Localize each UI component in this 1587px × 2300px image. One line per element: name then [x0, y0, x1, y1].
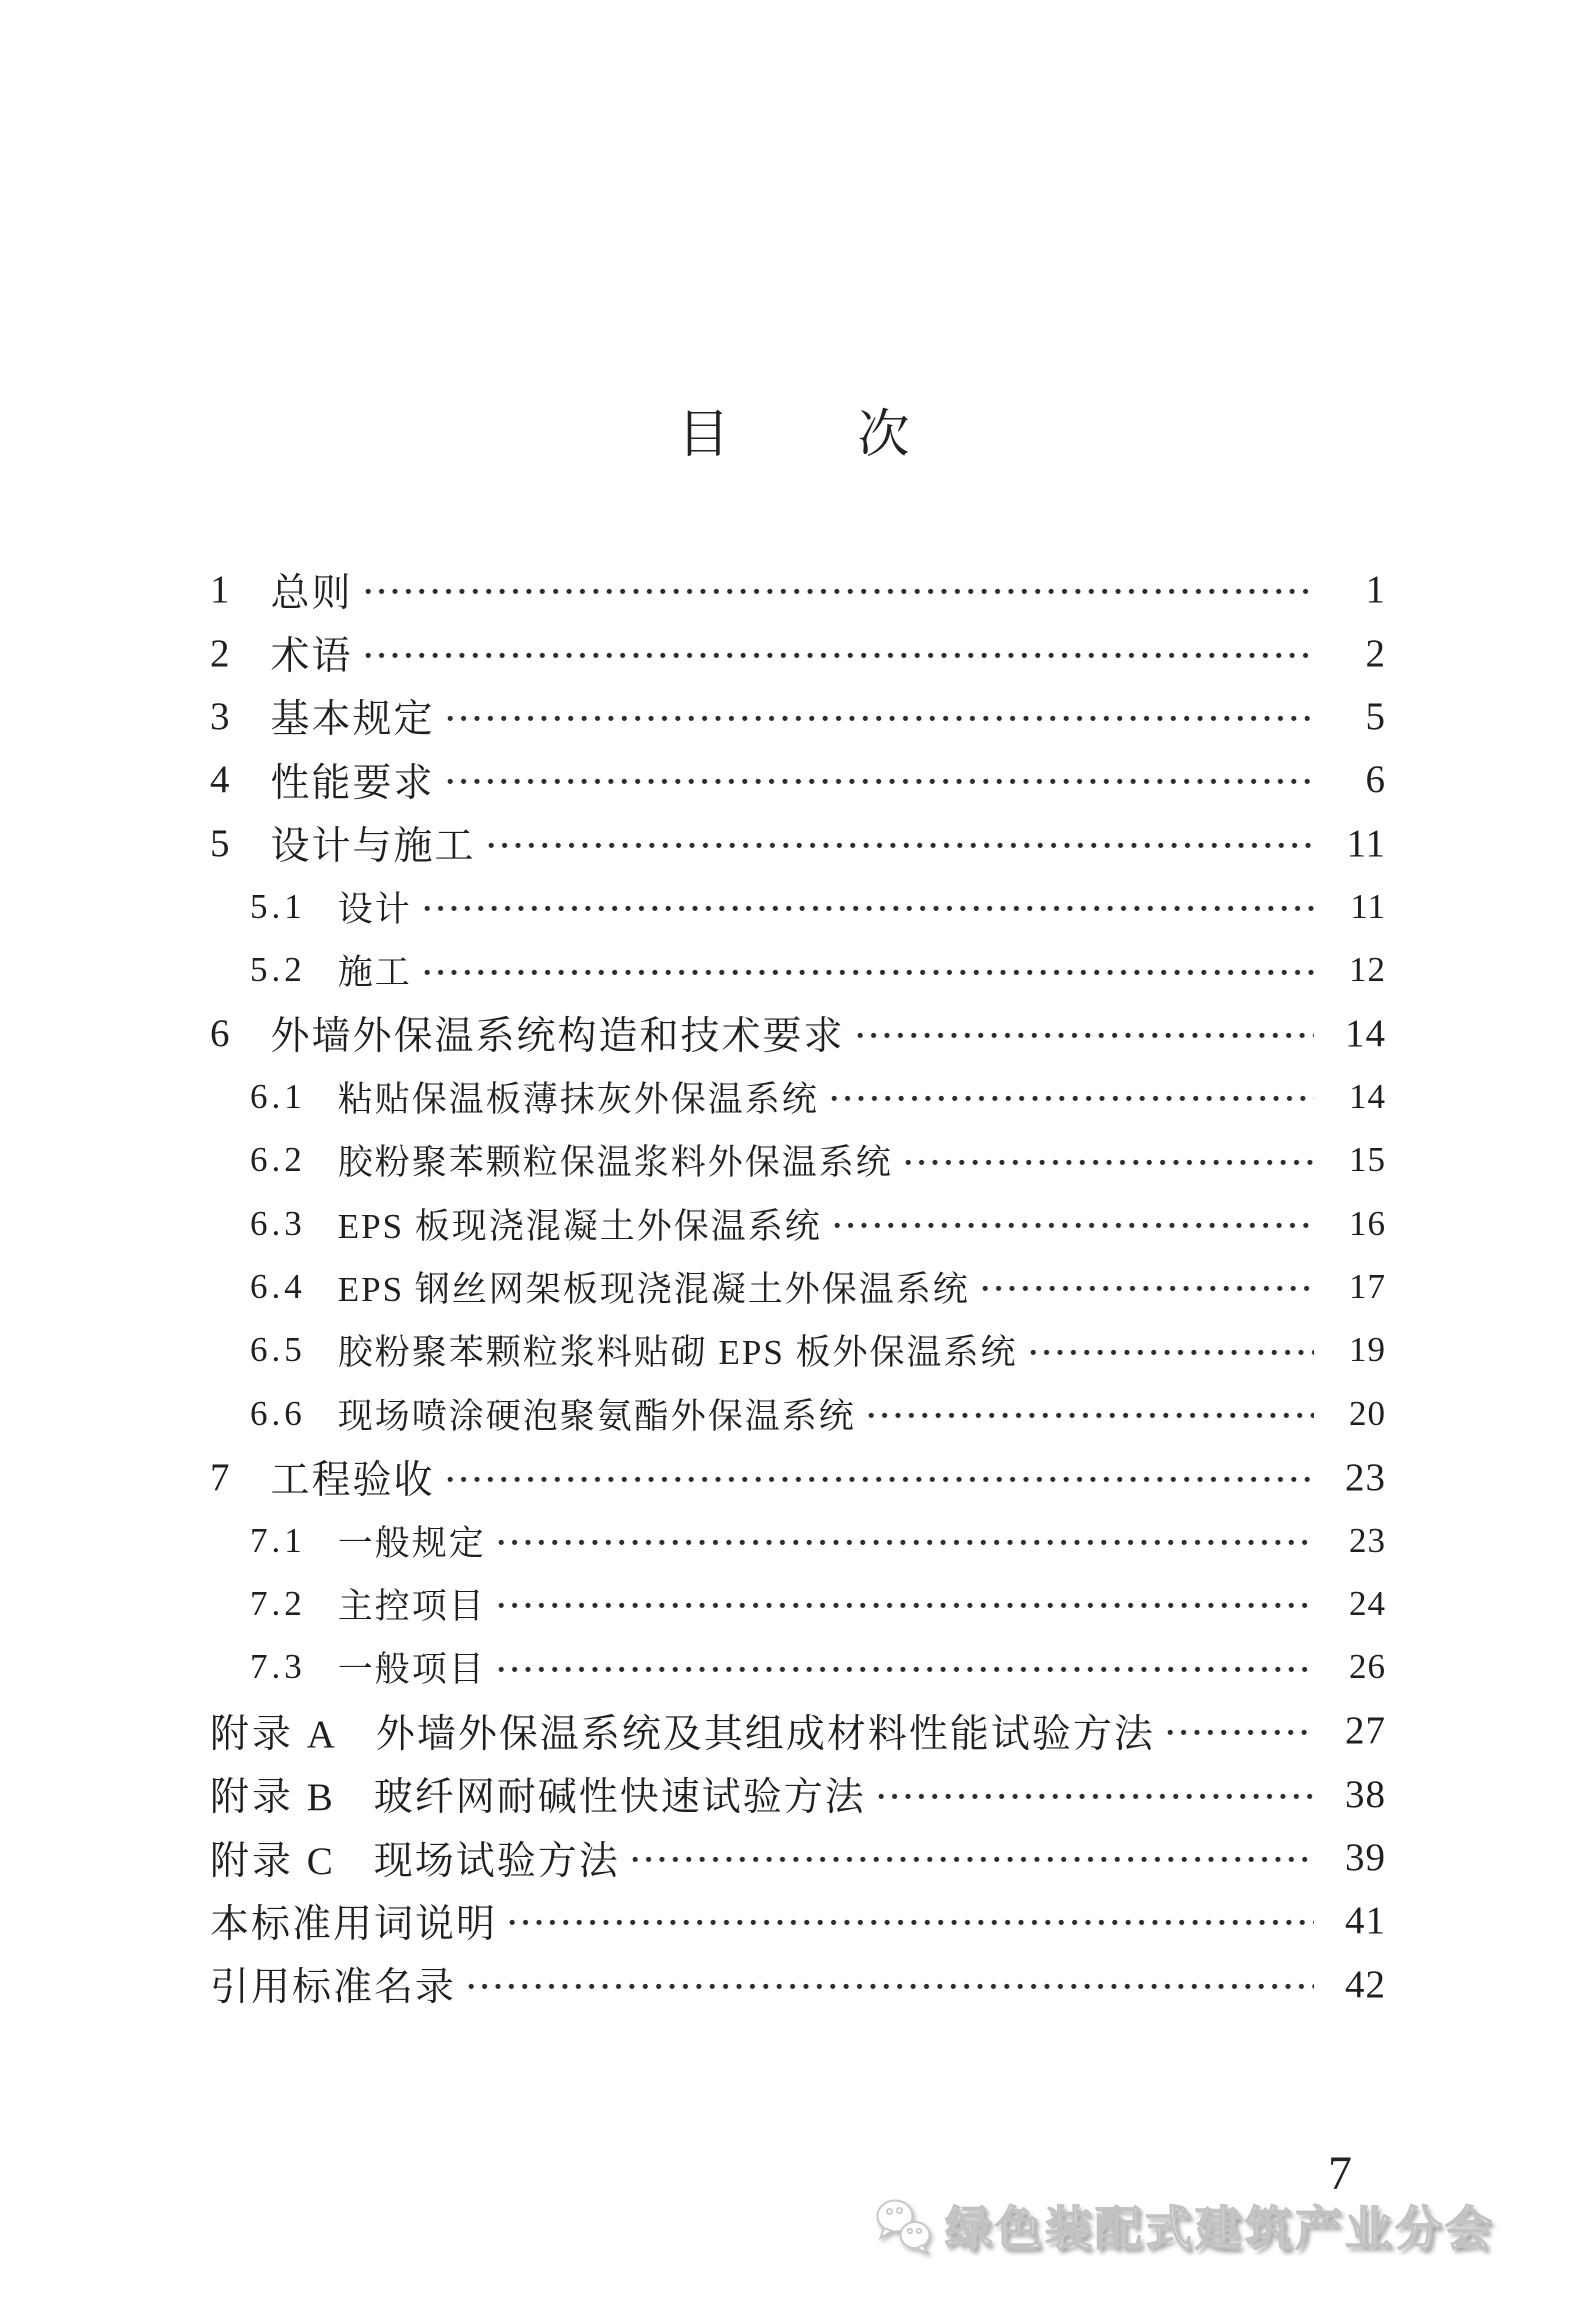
- toc-entry-number: 4: [210, 758, 233, 802]
- toc-row: [210, 938, 1386, 1001]
- wechat-icon: [873, 2197, 935, 2255]
- toc-entry-page: 38: [1345, 1772, 1386, 1816]
- toc-entry-number: 6.6: [250, 1393, 306, 1433]
- toc-entry-label: 胶粉聚苯颗粒保温浆料外保温系统: [337, 1143, 893, 1183]
- toc-entry-label: 工程验收: [270, 1459, 435, 1503]
- toc-entry-label: 施工: [337, 953, 412, 993]
- dot-leader: [509, 1919, 1314, 1926]
- dot-leader: [424, 969, 1314, 976]
- dot-leader: [498, 1666, 1314, 1673]
- dot-leader: [447, 1476, 1314, 1483]
- toc-entry-number: 附录 A: [210, 1712, 338, 1756]
- toc-entry-number: 6.4: [250, 1266, 306, 1306]
- dot-leader: [834, 1222, 1314, 1229]
- toc-entry-label: 主控项目: [337, 1586, 486, 1626]
- toc-entry-page: 11: [1346, 821, 1386, 865]
- page-number: 7: [1328, 2147, 1352, 2200]
- toc-row: [210, 1065, 1386, 1128]
- toc-entry-number: 6.3: [250, 1203, 306, 1243]
- page-title: [0, 392, 1587, 467]
- dot-leader: [468, 1983, 1314, 1990]
- dot-leader: [498, 1539, 1314, 1546]
- dot-leader: [868, 1412, 1314, 1419]
- toc-entry-label: 设计与施工: [270, 825, 476, 869]
- toc-entry-page: 16: [1349, 1203, 1386, 1243]
- dot-leader: [365, 652, 1314, 659]
- toc-entry-label: EPS 钢丝网架板现浇混凝土外保温系统: [337, 1269, 970, 1309]
- toc-entry-number: 7.3: [250, 1647, 306, 1687]
- toc-entry-number: 附录 C: [210, 1839, 336, 1883]
- toc-row: [210, 1255, 1386, 1318]
- toc-entry-label: 总则: [270, 571, 353, 615]
- dot-leader: [365, 588, 1314, 595]
- toc-row: [210, 1509, 1386, 1572]
- toc-entry-number: 5.2: [250, 950, 306, 990]
- toc-entry-label: 一般项目: [337, 1650, 486, 1690]
- toc-entry-page: 41: [1345, 1899, 1386, 1943]
- toc-entry-page: 27: [1345, 1709, 1386, 1753]
- toc-entry-number: 6.5: [250, 1330, 306, 1370]
- toc-row: [210, 1129, 1386, 1192]
- toc-row: [210, 748, 1386, 811]
- toc-entry-number: 6: [210, 1011, 233, 1055]
- toc-row: [210, 621, 1386, 684]
- toc-row: [210, 1382, 1386, 1445]
- toc-entry-page: 24: [1349, 1583, 1386, 1623]
- toc-entry-page: 14: [1345, 1011, 1386, 1055]
- dot-leader: [1167, 1729, 1314, 1736]
- toc-row: [210, 1826, 1386, 1889]
- toc-row: [210, 1636, 1386, 1699]
- toc-row: [210, 812, 1386, 875]
- toc-entry-label: 现场喷涂硬泡聚氨酯外保温系统: [337, 1396, 856, 1436]
- toc-entry-label: 外墙外保温系统构造和技术要求: [270, 1015, 845, 1059]
- toc-entry-page: 6: [1365, 758, 1386, 802]
- toc-entry-page: 5: [1365, 694, 1386, 738]
- toc-entry-page: 17: [1349, 1266, 1386, 1306]
- dot-leader: [878, 1793, 1314, 1800]
- dot-leader: [488, 842, 1314, 849]
- toc-entry-page: 14: [1349, 1076, 1386, 1116]
- toc-row: [210, 558, 1386, 621]
- toc-entry-label: 一般规定: [337, 1523, 486, 1563]
- toc-entry-label: 玻纤网耐碱性快速试验方法: [373, 1776, 866, 1820]
- toc-entry-page: 11: [1350, 886, 1386, 926]
- toc-entry-page: 23: [1349, 1520, 1386, 1560]
- brand-text: 绿色装配式建筑产业分会: [945, 2202, 1495, 2255]
- toc-row: [210, 685, 1386, 748]
- toc-entry-number: 7: [210, 1455, 233, 1499]
- toc-row: [210, 1445, 1386, 1508]
- toc-entry-page: 2: [1365, 631, 1386, 675]
- toc-entry-number: 6.2: [250, 1140, 306, 1180]
- toc-entry-page: 15: [1349, 1140, 1386, 1180]
- toc-entry-label: 外墙外保温系统及其组成材料性能试验方法: [375, 1712, 1155, 1756]
- dot-leader: [632, 1856, 1314, 1863]
- toc-entry-page: 39: [1345, 1836, 1386, 1879]
- toc-row: [210, 1889, 1386, 1952]
- toc-entry-label: 粘贴保温板薄抹灰外保温系统: [337, 1079, 819, 1119]
- toc-entry-page: 23: [1345, 1455, 1386, 1499]
- toc-entry-label: EPS 板现浇混凝土外保温系统: [337, 1206, 822, 1246]
- toc-entry-label: 现场试验方法: [373, 1839, 620, 1883]
- toc-entry-page: 12: [1349, 950, 1386, 990]
- toc-row: [210, 1762, 1386, 1825]
- dot-leader: [498, 1602, 1314, 1609]
- toc-entry-number: 7.1: [250, 1520, 306, 1560]
- dot-leader: [447, 715, 1314, 722]
- toc-entry-number: 5.1: [250, 886, 306, 926]
- toc-entry-page: 19: [1349, 1330, 1386, 1370]
- toc-entry-label: 设计: [337, 889, 412, 929]
- toc-entry-page: 1: [1365, 568, 1386, 612]
- dot-leader: [857, 1032, 1314, 1039]
- toc-entry-label: 本标准用词说明: [210, 1902, 498, 1946]
- toc-entry-number: 7.2: [250, 1583, 306, 1623]
- toc-entry-label: 胶粉聚苯颗粒浆料贴砌 EPS 板外保温系统: [337, 1333, 1018, 1373]
- toc-row: [210, 1572, 1386, 1635]
- page-title-char-left: 目: [677, 407, 730, 464]
- dot-leader: [1030, 1349, 1314, 1356]
- dot-leader: [424, 905, 1314, 912]
- dot-leader: [982, 1285, 1314, 1292]
- page-title-char-right: 次: [857, 407, 910, 464]
- toc-row: [210, 1192, 1386, 1255]
- toc-entry-number: 5: [210, 821, 233, 865]
- toc-entry-label: 性能要求: [270, 761, 435, 805]
- dot-leader: [447, 778, 1314, 785]
- toc-row: [210, 1699, 1386, 1762]
- dot-leader: [831, 1095, 1314, 1102]
- toc-entry-page: 20: [1349, 1393, 1386, 1433]
- toc-entry-number: 附录 B: [210, 1776, 336, 1820]
- toc-row: [210, 1319, 1386, 1382]
- toc-row: [210, 1953, 1386, 2016]
- toc-row: [210, 1002, 1386, 1065]
- toc-entry-label: 基本规定: [270, 698, 435, 742]
- toc-entry-page: 42: [1345, 1962, 1386, 2006]
- toc-entry-number: 2: [210, 631, 233, 675]
- toc-row: [210, 875, 1386, 938]
- toc-entry-label: 引用标准名录: [210, 1966, 457, 2010]
- toc-entry-label: 术语: [270, 635, 353, 679]
- toc-entry-number: 3: [210, 694, 233, 738]
- toc-entry-number: 1: [210, 568, 233, 612]
- footer-watermark: [873, 2192, 1495, 2259]
- toc-list: [210, 558, 1386, 2016]
- dot-leader: [905, 1159, 1314, 1166]
- toc-entry-page: 26: [1349, 1647, 1386, 1687]
- toc-entry-number: 6.1: [250, 1076, 306, 1116]
